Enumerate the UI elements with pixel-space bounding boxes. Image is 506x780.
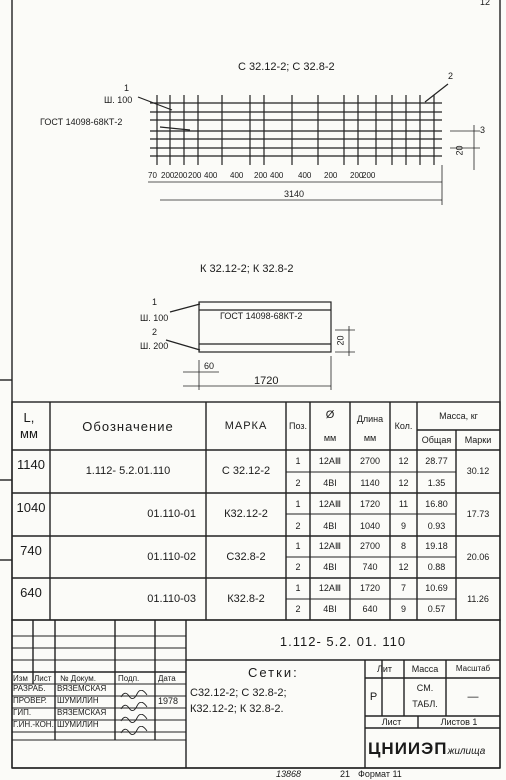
staff-name: ВЯЗЕМСКАЯ (57, 684, 107, 693)
signature (120, 686, 148, 695)
spec-diam: 4ВI (323, 604, 337, 614)
spec-pos: 2 (295, 477, 301, 488)
mesh1-dim-segment: 400 (298, 171, 312, 180)
signature (120, 722, 148, 731)
spec-mark: К32.8-2 (227, 592, 265, 605)
spec-mass: 0.93 (427, 520, 446, 531)
spec-diam: 4ВI (323, 520, 337, 531)
hdr-date: Дата (158, 674, 176, 683)
spec-qty: 12 (398, 477, 409, 488)
spec-header-mark: МАРКА (224, 419, 268, 432)
mesh1-dim-segment: 200 (362, 171, 376, 180)
spec-header-qty: Кол. (394, 420, 413, 431)
staff-role: ПРОВЕР. (13, 696, 47, 705)
mesh2-step-1: Ш. 100 (140, 313, 169, 323)
staff-date: 1978 (158, 696, 179, 706)
sheets-label: Листов 1 (440, 717, 478, 727)
spec-pos: 1 (295, 541, 301, 551)
spec-mass-mark: 30.12 (466, 466, 490, 476)
spec-mass: 0.88 (427, 562, 446, 572)
staff-name: ШУМИЛИН (57, 720, 99, 729)
spec-qty: 12 (398, 455, 409, 466)
mesh2-title: К 32.12-2; К 32.8-2 (200, 263, 294, 275)
mesh1-dim-segment: 200 (188, 171, 202, 180)
spec-mass: 0.57 (427, 604, 446, 614)
spec-mark: С32.8-2 (226, 550, 266, 563)
spec-qty: 8 (400, 541, 406, 551)
signature (120, 710, 148, 719)
spec-pos: 2 (295, 562, 301, 572)
staff-role: ГИП. (13, 708, 32, 717)
org-small: жилища (447, 746, 486, 757)
spec-mass: 19.18 (425, 541, 448, 551)
org-big: ЦНИИЭП (368, 739, 448, 758)
spec-header-len-unit: мм (363, 432, 377, 443)
mesh1-title: С 32.12-2; С 32.8-2 (238, 61, 335, 73)
spec-diam: 12АⅢ (318, 455, 342, 466)
mesh1-dim-segment: 400 (270, 171, 284, 180)
spec-mark: С 32.12-2 (221, 465, 271, 477)
spec-mass: 28.77 (425, 455, 448, 466)
org-logo (368, 740, 485, 758)
spec-qty: 9 (400, 604, 406, 614)
spec-header-mass: Масса, кг (439, 410, 478, 421)
staff-role: Г.ИН.-КОН. (13, 720, 54, 729)
spec-header-mass-total: Общая (421, 434, 452, 445)
spec-header-mass-marks: Марки (464, 434, 492, 445)
mesh1-dim-total: 3140 (284, 189, 305, 199)
spec-mass: 16.80 (425, 498, 448, 509)
spec-len: 2700 (359, 455, 381, 466)
hdr-list: Лист (34, 674, 52, 683)
spec-header-length: L, мм (20, 410, 38, 441)
spec-pos: 2 (295, 520, 301, 531)
spec-pos: 1 (295, 455, 301, 466)
spec-len: 640 (362, 604, 378, 614)
mesh2-dim-left: 60 (204, 361, 215, 371)
spec-designation: 1.112- 5.2.01.110 (85, 465, 171, 477)
mesh1-label-1: 1 (124, 83, 130, 93)
inventory-number: 13868 (276, 769, 302, 779)
spec-mark: К32.12-2 (224, 508, 268, 520)
mesh1-dim-right: 3 (480, 125, 486, 135)
spec-len: 740 (362, 562, 378, 572)
mesh1-dim-height: 20 (454, 145, 465, 156)
spec-len: 1140 (360, 477, 380, 488)
spec-len: 1040 (359, 520, 381, 531)
spec-header-diam-unit: мм (323, 432, 337, 443)
spec-len: 2700 (359, 541, 381, 551)
mesh2-label-1: 1 (152, 297, 158, 307)
spec-qty: 11 (398, 498, 409, 509)
mesh1-dim-segment: 70 (148, 171, 157, 180)
mesh2-gost: ГОСТ 14098-68КТ-2 (220, 311, 303, 321)
mesh1-dim-segment: 400 (204, 171, 218, 180)
staff-name: ВЯЗЕМСКАЯ (57, 708, 107, 717)
sheet-name-line3: К32.12-2; К 32.8-2. (190, 703, 284, 715)
spec-mass-mark: 17.73 (466, 509, 490, 519)
mesh1-label-2: 2 (448, 71, 454, 81)
mesh1-dim-segment: 200 (161, 171, 175, 180)
mesh1-dim-segment: 400 (230, 171, 244, 180)
spec-header-pos: Поз. (289, 420, 307, 431)
scale-value: — (467, 690, 479, 703)
lit-label: Лит (376, 663, 393, 674)
spec-len: 1720 (359, 583, 381, 593)
spec-designation: 01.110-03 (147, 592, 196, 605)
mesh1-dim-segment: 200 (350, 171, 364, 180)
staff-name: ШУМИЛИН (57, 696, 99, 705)
hdr-sign: Подп. (118, 674, 140, 683)
spec-qty: 12 (398, 562, 409, 572)
mesh1-step-1: Ш. 100 (104, 95, 133, 105)
sheet-name-line2: С32.12-2; С 32.8-2; (190, 687, 287, 699)
spec-mass-mark: 11.26 (467, 593, 489, 604)
spec-qty: 9 (400, 520, 406, 531)
spec-designation: 01.110-02 (147, 550, 196, 563)
spec-mass: 1.35 (427, 477, 446, 488)
sheet-name-line1: Сетки: (248, 665, 299, 680)
mesh2-dim-total: 1720 (254, 375, 279, 387)
spec-length: 640 (20, 584, 42, 600)
spec-diam: 12АⅢ (318, 541, 342, 551)
spec-diam: 4ВI (323, 562, 337, 572)
lit-value: Р (369, 690, 378, 703)
spec-pos: 1 (295, 583, 301, 593)
mesh1-gost: ГОСТ 14098-68КТ-2 (40, 117, 123, 127)
spec-pos: 2 (295, 604, 301, 614)
mass-value-1: СМ. (416, 682, 434, 693)
scale-label: Масштаб (455, 664, 491, 673)
mesh1-dim-segment: 200 (324, 171, 338, 180)
spec-mass: 10.69 (425, 583, 448, 593)
spec-length: 740 (20, 542, 42, 558)
hdr-doc: № Докум. (60, 674, 96, 683)
mass-value-2: ТАБЛ. (412, 698, 438, 709)
mesh2-label-2: 2 (152, 327, 158, 337)
mesh2-step-2: Ш. 200 (140, 341, 169, 351)
spec-diam: 4ВI (323, 477, 337, 488)
spec-length: 1040 (16, 500, 46, 515)
hdr-izm: Изм (13, 674, 28, 683)
spec-pos: 1 (295, 498, 301, 509)
signature (120, 698, 148, 707)
sheet-label: Лист (381, 717, 402, 727)
page-number: 12 (480, 0, 491, 7)
spec-length: 1140 (17, 457, 45, 472)
spec-len: 1720 (359, 498, 381, 509)
spec-header-designation: Обозначение (82, 418, 174, 434)
doc-code: 1.112- 5.2. 01. 110 (279, 633, 407, 649)
mesh2-dim-height: 20 (335, 335, 346, 346)
spec-diam: 12АⅢ (318, 583, 342, 593)
spec-header-len: Длина (356, 413, 384, 424)
spec-diam: 12АⅢ (318, 498, 342, 509)
spec-header-diam-symbol: Ø (325, 408, 335, 421)
staff-role: РАЗРАБ. (13, 684, 46, 693)
spec-designation: 01.110-01 (147, 508, 196, 520)
format-label: Формат 11 (358, 769, 402, 779)
mass-label: Масса (411, 663, 439, 674)
spec-mass-mark: 20.06 (466, 551, 490, 562)
bottom-number: 21 (340, 769, 351, 779)
spec-qty: 7 (400, 583, 406, 593)
mesh1-dim-segment: 200 (254, 171, 268, 180)
mesh1-dim-segment: 200 (174, 171, 188, 180)
